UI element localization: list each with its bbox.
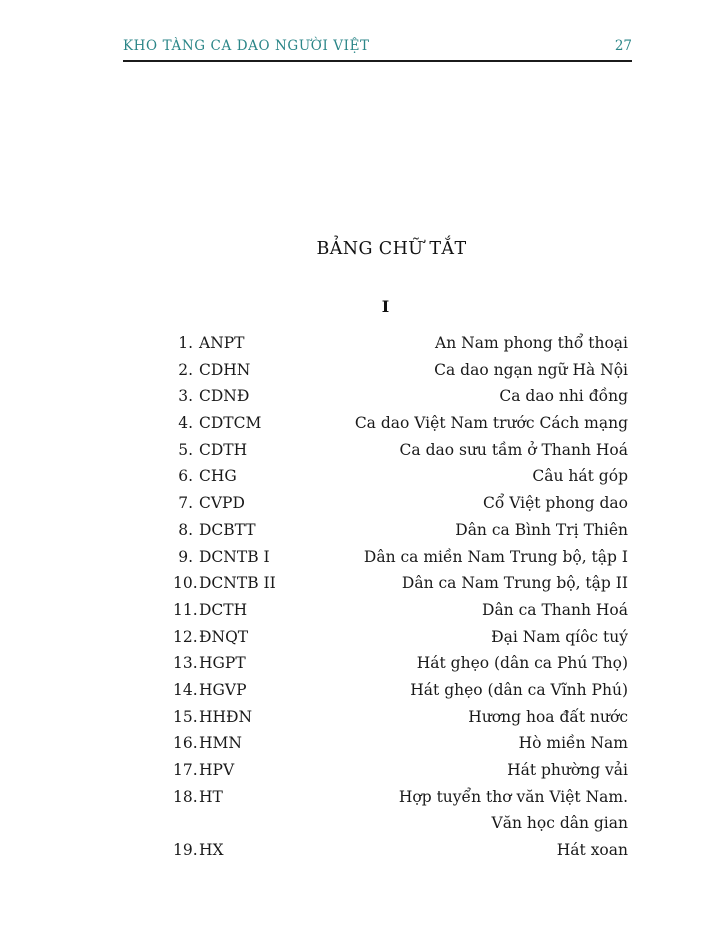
row-number: 18. (173, 787, 198, 806)
abbreviation-row (173, 357, 628, 384)
row-abbreviation: CDNĐ (199, 387, 250, 406)
row-abbreviation: CHG (199, 467, 237, 486)
row-meaning: Câu hát góp (532, 467, 628, 486)
row-abbreviation: HX (199, 841, 224, 860)
row-number: 1. (178, 334, 193, 352)
row-meaning: Hò miền Nam (518, 734, 628, 753)
page-header (123, 38, 632, 62)
row-number: 16. (173, 734, 198, 753)
running-title: KHO TÀNG CA DAO NGƯỜI VIỆT (123, 38, 370, 54)
row-meaning: Dân ca Bình Trị Thiên (455, 520, 628, 539)
row-number: 6. (178, 467, 193, 486)
row-abbreviation: HPV (199, 761, 235, 779)
row-abbreviation: HHĐN (199, 707, 253, 726)
page-title: BẢNG CHỮ TẮT (316, 239, 467, 259)
abbreviation-row (173, 330, 628, 357)
row-number: 4. (178, 414, 193, 433)
abbreviation-row (173, 597, 628, 624)
abbreviation-row (173, 650, 628, 677)
row-abbreviation: CDTH (199, 440, 248, 459)
row-abbreviation: CVPD (199, 494, 245, 513)
row-meaning: Hát phường vải (507, 761, 628, 779)
row-abbreviation: HMN (199, 734, 242, 753)
row-meaning: Ca dao Việt Nam trước Cách mạng (354, 414, 628, 433)
abbreviation-row (173, 517, 628, 544)
row-number: 10. (173, 574, 198, 593)
abbreviation-row (173, 544, 628, 571)
abbreviation-row-continuation (173, 810, 628, 837)
abbreviation-row (173, 784, 628, 811)
abbreviation-row (173, 837, 628, 864)
abbreviation-list (173, 330, 628, 864)
row-number: 3. (178, 387, 193, 406)
row-meaning: Hát ghẹo (dân ca Vĩnh Phú) (410, 680, 628, 699)
row-abbreviation: DCNTB II (199, 574, 276, 593)
row-meaning: Đại Nam qíôc tuý (491, 627, 628, 646)
abbreviation-row (173, 383, 628, 410)
row-number: 2. (178, 360, 193, 379)
row-abbreviation: HGVP (199, 680, 247, 699)
row-number: 15. (173, 707, 198, 726)
row-meaning: Hợp tuyển thơ văn Việt Nam. (398, 787, 628, 806)
row-abbreviation: ĐNQT (199, 627, 249, 646)
row-abbreviation: HGPT (199, 654, 246, 673)
row-number: 5. (178, 440, 193, 459)
row-abbreviation: DCTH (199, 600, 248, 619)
abbreviation-row (173, 463, 628, 490)
abbreviation-row (173, 570, 628, 597)
row-meaning: Văn học dân gian (491, 814, 628, 833)
row-meaning: Dân ca Nam Trung bộ, tập II (401, 574, 628, 593)
row-meaning: Ca dao sưu tầm ở Thanh Hoá (399, 440, 628, 459)
row-abbreviation: DCBTT (199, 520, 256, 539)
row-meaning: Ca dao ngạn ngữ Hà Nội (434, 360, 628, 379)
row-meaning: Hương hoa đất nước (468, 707, 628, 726)
row-meaning: Dân ca miền Nam Trung bộ, tập I (363, 547, 628, 566)
row-number: 13. (173, 654, 198, 673)
row-abbreviation: ANPT (199, 334, 245, 352)
abbreviation-row (173, 704, 628, 731)
abbreviation-row (173, 410, 628, 437)
abbreviation-row (173, 757, 628, 784)
row-meaning: Dân ca Thanh Hoá (482, 600, 628, 619)
row-number: 7. (178, 494, 193, 513)
row-meaning: Ca dao nhi đồng (499, 387, 628, 406)
part-label: I (381, 297, 390, 316)
row-abbreviation: CDHN (199, 360, 251, 379)
row-number: 19. (173, 841, 198, 860)
row-abbreviation: CDTCM (199, 414, 262, 433)
row-abbreviation: DCNTB I (199, 547, 270, 566)
abbreviation-row (173, 730, 628, 757)
row-number: 9. (178, 547, 193, 566)
page-number: 27 (614, 38, 632, 54)
abbreviation-row (173, 490, 628, 517)
row-meaning: An Nam phong thổ thoại (435, 334, 628, 352)
abbreviation-row (173, 624, 628, 651)
row-number: 12. (173, 627, 198, 646)
row-number: 11. (173, 600, 198, 619)
row-number: 14. (173, 680, 198, 699)
abbreviation-row (173, 677, 628, 704)
row-meaning: Hát ghẹo (dân ca Phú Thọ) (416, 654, 628, 673)
row-meaning: Cổ Việt phong dao (482, 494, 628, 513)
row-meaning: Hát xoan (556, 841, 628, 860)
row-number: 8. (178, 520, 193, 539)
abbreviation-row (173, 437, 628, 464)
row-number: 17. (173, 761, 198, 779)
row-abbreviation: HT (199, 787, 223, 806)
